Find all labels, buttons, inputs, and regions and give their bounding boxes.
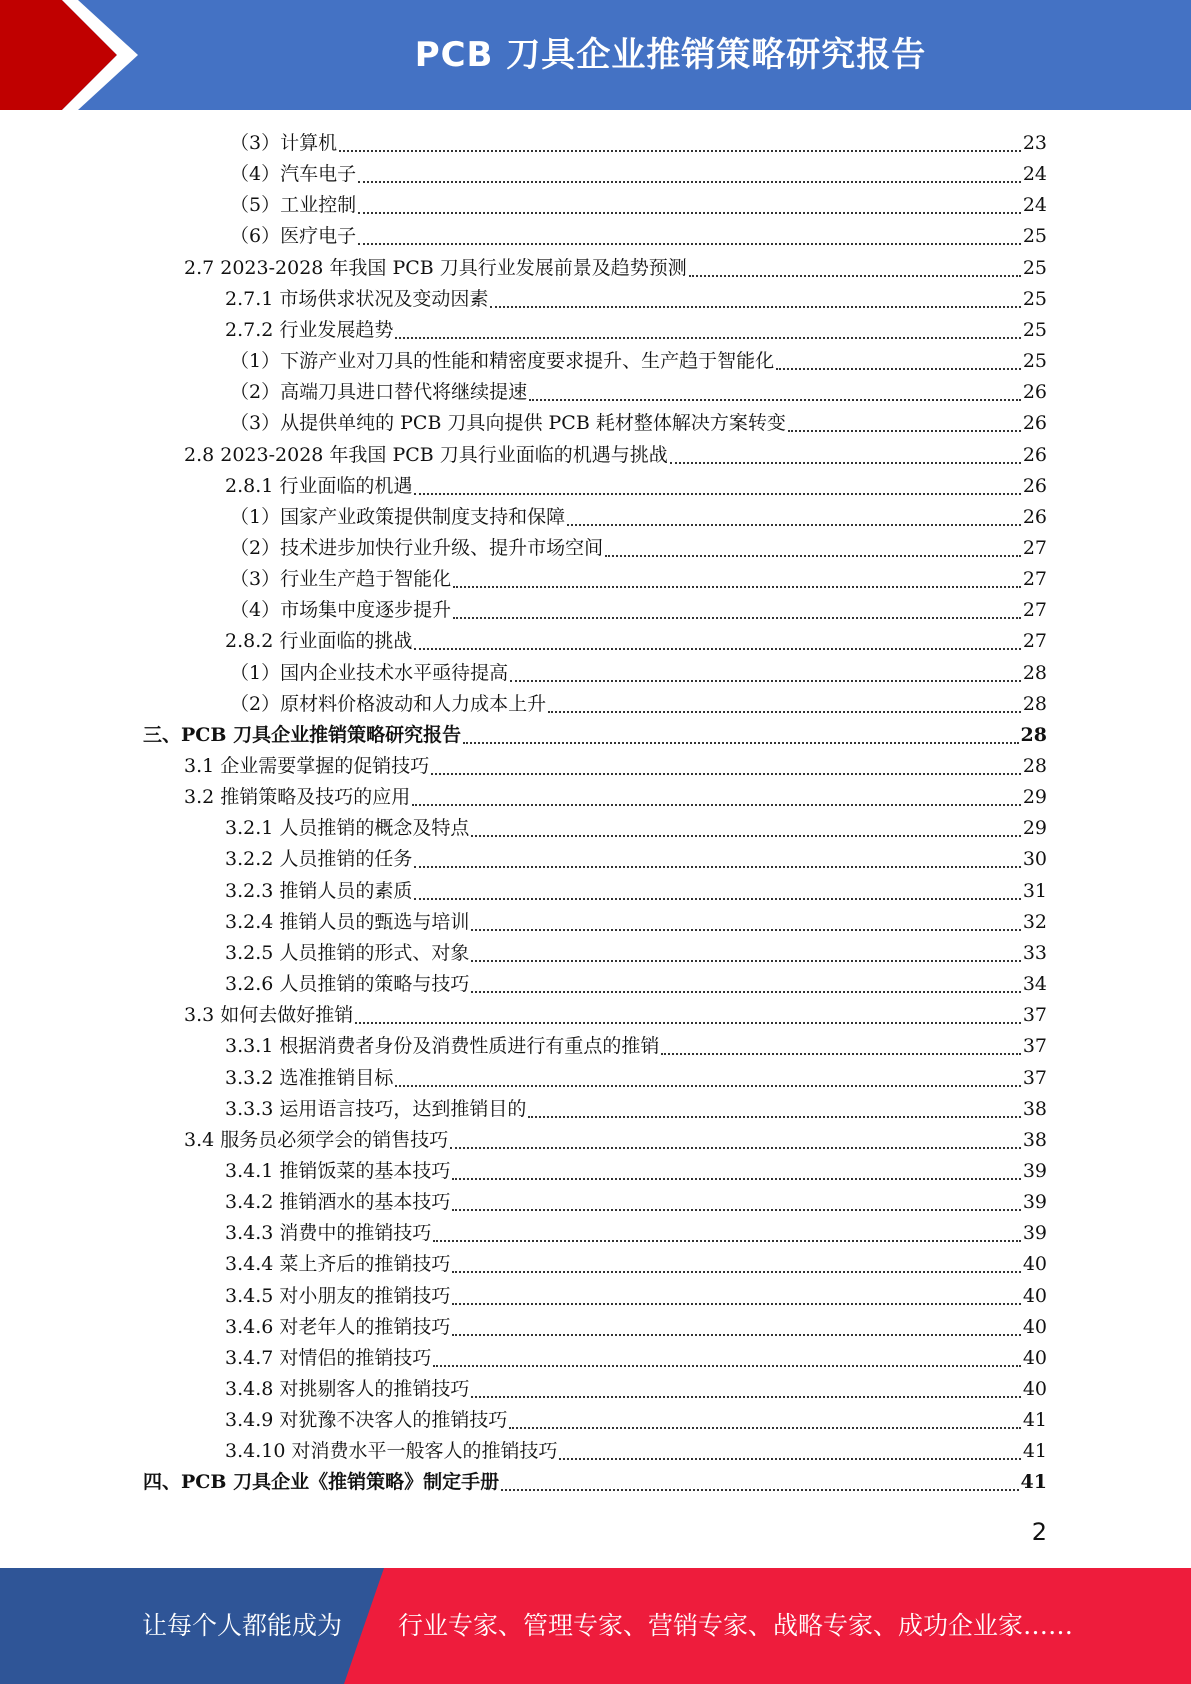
toc-entry-title: 三、PCB 刀具企业推销策略研究报告 — [143, 723, 462, 746]
footer-slogan-right: 行业专家、管理专家、营销专家、战略专家、成功企业家…… — [398, 1611, 1074, 1640]
toc-entry-title: （4）汽车电子 — [230, 163, 357, 186]
toc-entry-title: 2.7 2023-2028 年我国 PCB 刀具行业发展前景及趋势预测 — [184, 256, 687, 279]
toc-entry[interactable] — [225, 938, 1047, 969]
toc-dot-leader — [471, 959, 1020, 962]
page-number: 2 — [1031, 1518, 1047, 1546]
toc-entry[interactable] — [225, 1405, 1047, 1436]
toc-entry[interactable] — [230, 564, 1047, 595]
toc-dot-leader — [509, 1426, 1020, 1429]
toc-entry-page: 32 — [1022, 910, 1047, 933]
toc-entry-title: （6）医疗电子 — [230, 225, 357, 248]
toc-entry-title: 四、PCB 刀具企业《推销策略》制定手册 — [143, 1471, 500, 1494]
toc-dot-leader — [501, 1488, 1018, 1491]
toc-entry-title: 3.4.3 消费中的推销技巧 — [225, 1222, 432, 1245]
toc-dot-leader — [358, 180, 1021, 183]
toc-dot-leader — [450, 1146, 1021, 1149]
toc-dot-leader — [529, 398, 1021, 401]
toc-entry-title: 2.8 2023-2028 年我国 PCB 刀具行业面临的机遇与挑战 — [184, 443, 668, 466]
toc-dot-leader — [395, 1084, 1020, 1087]
toc-entry[interactable] — [230, 128, 1047, 159]
toc-entry[interactable] — [225, 1031, 1047, 1062]
toc-entry[interactable] — [230, 190, 1047, 221]
toc-entry[interactable] — [230, 377, 1047, 408]
toc-entry-page: 37 — [1022, 1004, 1047, 1027]
toc-entry[interactable] — [230, 221, 1047, 252]
toc-entry[interactable] — [225, 813, 1047, 844]
toc-dot-leader — [471, 834, 1020, 837]
toc-dot-leader — [452, 1270, 1020, 1273]
toc-entry-page: 27 — [1022, 630, 1047, 653]
page-header — [0, 0, 1191, 110]
toc-entry-page: 25 — [1022, 350, 1047, 373]
toc-entry-page: 25 — [1022, 318, 1047, 341]
toc-entry[interactable] — [225, 1436, 1047, 1467]
toc-dot-leader — [490, 305, 1020, 308]
toc-entry-title: 3.3.3 运用语言技巧，达到推销目的 — [225, 1097, 527, 1120]
toc-entry-title: 3.4.7 对情侣的推销技巧 — [225, 1346, 432, 1369]
toc-entry[interactable] — [225, 1063, 1047, 1094]
toc-entry[interactable] — [230, 689, 1047, 720]
toc-entry-page: 26 — [1022, 381, 1047, 404]
toc-entry[interactable] — [225, 1218, 1047, 1249]
toc-entry-title: 2.8.2 行业面临的挑战 — [225, 630, 413, 653]
toc-entry[interactable] — [184, 782, 1047, 813]
toc-entry-title: 2.8.1 行业面临的机遇 — [225, 474, 413, 497]
toc-entry[interactable] — [230, 658, 1047, 689]
toc-entry-page: 26 — [1022, 505, 1047, 528]
toc-entry[interactable] — [184, 1000, 1047, 1031]
toc-entry-title: 3.1 企业需要掌握的促销技巧 — [184, 755, 430, 777]
toc-entry-page: 28 — [1020, 723, 1047, 746]
toc-entry[interactable] — [225, 1312, 1047, 1343]
report-title: PCB 刀具企业推销策略研究报告 — [414, 35, 927, 75]
toc-entry-title: 3.2.1 人员推销的概念及特点 — [225, 817, 470, 840]
toc-entry-page: 41 — [1020, 1471, 1047, 1494]
toc-entry-title: 3.4.10 对消费水平一般客人的推销技巧 — [225, 1440, 558, 1463]
toc-dot-leader — [605, 554, 1021, 557]
toc-dot-leader — [414, 865, 1020, 868]
toc-entry-page: 25 — [1022, 225, 1047, 248]
toc-entry-title: 2.7.2 行业发展趋势 — [225, 318, 394, 341]
toc-dot-leader — [471, 990, 1020, 993]
toc-entry-title: 3.4.5 对小朋友的推销技巧 — [225, 1284, 451, 1307]
toc-dot-leader — [661, 1052, 1020, 1055]
toc-entry[interactable] — [230, 346, 1047, 377]
toc-entry-title: 3.4.2 推销酒水的基本技巧 — [225, 1191, 451, 1214]
toc-dot-leader — [339, 149, 1021, 152]
toc-entry-page: 29 — [1022, 786, 1047, 809]
toc-dot-leader — [528, 1115, 1020, 1118]
toc-entry-page: 40 — [1022, 1315, 1047, 1338]
toc-dot-leader — [559, 1457, 1020, 1460]
toc-entry-title: 3.2.5 人员推销的形式、对象 — [225, 941, 470, 964]
toc-dot-leader — [433, 1364, 1020, 1367]
toc-entry-title: （1）国家产业政策提供制度支持和保障 — [230, 505, 566, 528]
toc-entry-page: 23 — [1022, 132, 1047, 154]
toc-entry-title: （4）市场集中度逐步提升 — [230, 599, 452, 622]
toc-entry-title: 3.4 服务员必须学会的销售技巧 — [184, 1128, 449, 1151]
toc-entry-title: 3.2 推销策略及技巧的应用 — [184, 786, 411, 809]
toc-entry[interactable] — [230, 595, 1047, 626]
toc-entry[interactable] — [225, 907, 1047, 938]
header-arrow-decoration — [0, 0, 160, 110]
toc-entry[interactable] — [225, 1343, 1047, 1374]
toc-dot-leader — [452, 1302, 1020, 1305]
toc-entry-title: （3）计算机 — [230, 132, 338, 154]
toc-entry-title: 3.4.9 对犹豫不决客人的推销技巧 — [225, 1409, 508, 1432]
toc-entry-title: 3.4.1 推销饭菜的基本技巧 — [225, 1159, 451, 1182]
toc-dot-leader — [414, 897, 1020, 900]
toc-entry[interactable] — [225, 284, 1047, 315]
toc-dot-leader — [510, 679, 1021, 682]
toc-entry-title: （1）下游产业对刀具的性能和精密度要求提升、生产趋于智能化 — [230, 350, 775, 373]
toc-entry-page: 38 — [1022, 1128, 1047, 1151]
toc-entry-page: 26 — [1022, 412, 1047, 435]
toc-entry-title: 3.3 如何去做好推销 — [184, 1004, 354, 1027]
toc-entry[interactable] — [225, 1374, 1047, 1405]
toc-dot-leader — [453, 585, 1021, 588]
toc-entry-title: 3.2.4 推销人员的甄选与培训 — [225, 910, 470, 933]
toc-dot-leader — [788, 429, 1021, 432]
toc-entry-page: 40 — [1022, 1378, 1047, 1400]
toc-entry[interactable] — [184, 440, 1047, 471]
toc-entry-title: （3）行业生产趋于智能化 — [230, 568, 452, 591]
toc-entry-page: 28 — [1022, 692, 1047, 715]
toc-entry[interactable] — [184, 751, 1047, 782]
toc-entry[interactable] — [230, 408, 1047, 439]
toc-entry-title: （5）工业控制 — [230, 194, 357, 217]
toc-dot-leader — [670, 461, 1021, 464]
toc-dot-leader — [412, 803, 1021, 806]
toc-entry-title: （2）高端刀具进口替代将继续提速 — [230, 381, 528, 404]
toc-entry[interactable] — [225, 1281, 1047, 1312]
toc-dot-leader — [567, 523, 1021, 526]
toc-dot-leader — [395, 336, 1020, 339]
toc-entry-page: 41 — [1022, 1440, 1047, 1463]
toc-entry[interactable] — [225, 471, 1047, 502]
toc-entry-title: 2.7.1 市场供求状况及变动因素 — [225, 287, 489, 310]
toc-entry-title: 3.4.4 菜上齐后的推销技巧 — [225, 1253, 451, 1276]
toc-entry[interactable] — [225, 1156, 1047, 1187]
toc-entry[interactable] — [225, 315, 1047, 346]
toc-entry-page: 25 — [1022, 256, 1047, 279]
toc-entry[interactable] — [184, 1125, 1047, 1156]
toc-entry-title: 3.4.8 对挑剔客人的推销技巧 — [225, 1378, 470, 1400]
toc-entry-page: 39 — [1022, 1191, 1047, 1214]
toc-entry[interactable] — [225, 1187, 1047, 1218]
toc-dot-leader — [431, 772, 1021, 775]
toc-entry-page: 37 — [1022, 1066, 1047, 1089]
toc-dot-leader — [414, 492, 1020, 495]
toc-entry-page: 39 — [1022, 1222, 1047, 1245]
toc-entry[interactable] — [230, 502, 1047, 533]
page-footer — [0, 1568, 1191, 1684]
toc-entry[interactable] — [225, 844, 1047, 875]
toc-dot-leader — [358, 211, 1021, 214]
toc-entry-page: 40 — [1022, 1253, 1047, 1276]
toc-entry-title: 3.2.3 推销人员的素质 — [225, 879, 413, 902]
toc-entry-page: 29 — [1022, 817, 1047, 840]
toc-entry-page: 25 — [1022, 287, 1047, 310]
toc-entry[interactable] — [225, 1094, 1047, 1125]
toc-dot-leader — [548, 710, 1021, 713]
toc-entry[interactable] — [143, 1467, 1047, 1498]
toc-entry-page: 38 — [1022, 1097, 1047, 1120]
toc-dot-leader — [452, 1208, 1020, 1211]
toc-entry-page: 34 — [1022, 973, 1047, 996]
toc-entry-page: 31 — [1022, 879, 1047, 902]
toc-entry-page: 33 — [1022, 941, 1047, 964]
toc-entry-title: （2）原材料价格波动和人力成本上升 — [230, 692, 547, 715]
toc-entry-page: 24 — [1022, 163, 1047, 186]
toc-entry-page: 40 — [1022, 1346, 1047, 1369]
toc-entry[interactable] — [225, 1249, 1047, 1280]
toc-entry-title: （2）技术进步加快行业升级、提升市场空间 — [230, 536, 604, 559]
toc-entry[interactable] — [184, 253, 1047, 284]
toc-entry-title: 3.3.2 选准推销目标 — [225, 1066, 394, 1089]
toc-dot-leader — [452, 1177, 1020, 1180]
toc-entry-page: 41 — [1022, 1409, 1047, 1432]
toc-entry-page: 27 — [1022, 599, 1047, 622]
toc-dot-leader — [471, 1395, 1020, 1398]
toc-entry-page: 30 — [1022, 848, 1047, 871]
footer-slogan-left: 让每个人都能成为 — [142, 1611, 343, 1640]
toc-entry-page: 26 — [1022, 474, 1047, 497]
toc-entry-page: 40 — [1022, 1284, 1047, 1307]
toc-entry[interactable] — [230, 533, 1047, 564]
toc-entry[interactable] — [225, 626, 1047, 657]
toc-entry-title: 3.4.6 对老年人的推销技巧 — [225, 1315, 451, 1338]
toc-dot-leader — [358, 242, 1021, 245]
toc-entry-title: 3.2.6 人员推销的策略与技巧 — [225, 973, 470, 996]
toc-entry-page: 28 — [1022, 755, 1047, 777]
toc-dot-leader — [452, 1333, 1020, 1336]
toc-entry-title: 3.3.1 根据消费者身份及消费性质进行有重点的推销 — [225, 1035, 660, 1058]
toc-entry[interactable] — [225, 969, 1047, 1000]
toc-entry[interactable] — [230, 159, 1047, 190]
toc-dot-leader — [463, 741, 1018, 744]
toc-entry-title: （3）从提供单纯的 PCB 刀具向提供 PCB 耗材整体解决方案转变 — [230, 412, 786, 435]
toc-entry-page: 39 — [1022, 1159, 1047, 1182]
toc-entry-page: 26 — [1022, 443, 1047, 466]
toc-entry-page: 37 — [1022, 1035, 1047, 1058]
toc-entry[interactable] — [143, 720, 1047, 751]
toc-dot-leader — [689, 274, 1021, 277]
toc-dot-leader — [776, 367, 1021, 370]
toc-dot-leader — [453, 616, 1021, 619]
toc-dot-leader — [471, 928, 1020, 931]
toc-entry-title: 3.2.2 人员推销的任务 — [225, 848, 413, 871]
toc-entry[interactable] — [225, 876, 1047, 907]
toc-entry-page: 27 — [1022, 536, 1047, 559]
toc-dot-leader — [433, 1239, 1020, 1242]
toc-dot-leader — [355, 1021, 1021, 1024]
toc-dot-leader — [414, 647, 1020, 650]
toc-entry-page: 27 — [1022, 568, 1047, 591]
toc-entry-page: 24 — [1022, 194, 1047, 217]
toc-entry-page: 28 — [1022, 661, 1047, 684]
toc-entry-title: （1）国内企业技术水平亟待提高 — [230, 661, 509, 684]
